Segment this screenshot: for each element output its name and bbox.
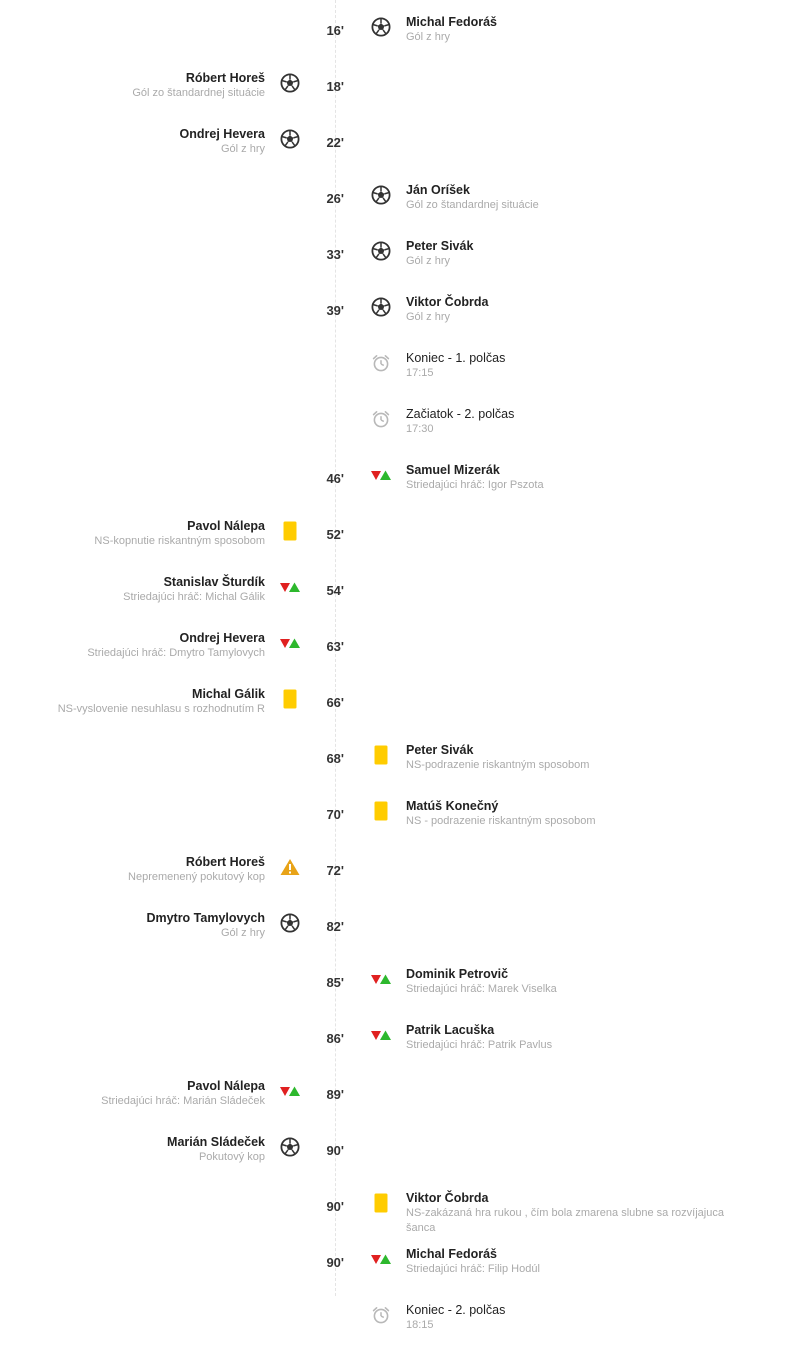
yellow-card-icon: [370, 1192, 392, 1214]
player-name: Peter Sivák: [406, 239, 474, 253]
player-name: Matúš Konečný: [406, 799, 499, 813]
event-text: [132, 70, 265, 101]
event-minute: 63': [326, 639, 344, 654]
player-name: Ján Oríšek: [406, 183, 470, 197]
player-name: Patrik Lacuška: [406, 1023, 495, 1037]
event-minute: 72': [326, 863, 344, 878]
timeline-event: [0, 408, 786, 448]
event-minute: 39': [326, 303, 344, 318]
event-text: [406, 294, 756, 325]
alarm-clock-icon: [370, 352, 392, 374]
timeline-event: [0, 856, 786, 896]
player-name: Dominik Petrovič: [406, 967, 509, 981]
substitution-icon: [370, 968, 392, 990]
timeline-event: [0, 1136, 786, 1176]
timeline-event: [0, 72, 786, 112]
event-detail: Pokutový kop: [198, 1151, 265, 1163]
timeline-event: [0, 1080, 786, 1120]
event-detail: Striedajúci hráč: Dmytro Tamylovych: [87, 647, 265, 659]
event-minute: 26': [326, 191, 344, 206]
event-text: [406, 1022, 756, 1053]
player-name: Dmytro Tamylovych: [146, 911, 265, 925]
event-minute: 52': [326, 527, 344, 542]
period-time: 17:15: [406, 367, 434, 379]
event-minute: 90': [326, 1255, 344, 1270]
player-name: Ondrej Hevera: [179, 631, 265, 645]
period-label: Koniec - 2. polčas: [406, 1303, 506, 1317]
timeline-event: [0, 464, 786, 504]
event-minute: 90': [326, 1143, 344, 1158]
event-text: [123, 574, 265, 605]
event-detail: Gól z hry: [406, 255, 451, 267]
football-icon: [370, 184, 392, 206]
timeline-event: [0, 576, 786, 616]
period-label: Koniec - 1. polčas: [406, 351, 506, 365]
event-minute: 66': [326, 695, 344, 710]
event-text: [180, 126, 265, 157]
event-detail: NS - podrazenie riskantným sposobom: [406, 815, 596, 827]
event-detail: Striedajúci hráč: Michal Gálik: [123, 591, 265, 603]
event-text: [406, 966, 756, 997]
event-text: [87, 630, 265, 661]
football-icon: [279, 128, 301, 150]
timeline-event: [0, 520, 786, 560]
event-text: [94, 518, 265, 549]
player-name: Michal Fedoráš: [406, 1247, 497, 1261]
event-text: [146, 910, 265, 941]
event-detail: Gól zo štandardnej situácie: [406, 199, 539, 211]
yellow-card-icon: [279, 520, 301, 542]
event-minute: 82': [326, 919, 344, 934]
substitution-icon: [370, 1024, 392, 1046]
event-text: [406, 1246, 756, 1277]
timeline-event: [0, 1304, 786, 1344]
timeline-event: [0, 16, 786, 56]
player-name: Viktor Čobrda: [406, 1191, 489, 1205]
event-detail: Gól z hry: [220, 927, 265, 939]
event-detail: NS-vyslovenie nesuhlasu s rozhodnutím R: [57, 703, 265, 715]
player-name: Michal Fedoráš: [406, 15, 497, 29]
substitution-icon: [370, 1248, 392, 1270]
timeline-event: [0, 1192, 786, 1232]
player-name: Samuel Mizerák: [406, 463, 500, 477]
timeline-event: [0, 128, 786, 168]
football-icon: [370, 240, 392, 262]
yellow-card-icon: [279, 688, 301, 710]
event-text: [406, 1302, 756, 1333]
event-minute: 33': [326, 247, 344, 262]
event-detail: NS-podrazenie riskantným sposobom: [406, 759, 590, 771]
player-name: Peter Sivák: [406, 743, 474, 757]
alarm-clock-icon: [370, 408, 392, 430]
player-name: Stanislav Šturdík: [163, 575, 265, 589]
player-name: Pavol Nálepa: [187, 1079, 265, 1093]
alarm-clock-icon: [370, 1304, 392, 1326]
timeline-event: [0, 744, 786, 784]
timeline-event: [0, 800, 786, 840]
player-name: Ondrej Hevera: [179, 127, 265, 141]
timeline-event: [0, 352, 786, 392]
event-text: [406, 406, 756, 437]
period-time: 18:15: [406, 1319, 434, 1331]
timeline-event: [0, 296, 786, 336]
player-name: Marián Sládeček: [167, 1135, 265, 1149]
event-minute: 68': [326, 751, 344, 766]
event-detail: Striedajúci hráč: Patrik Pavlus: [406, 1039, 553, 1051]
event-text: [406, 742, 756, 773]
event-detail: Gól z hry: [406, 311, 451, 323]
timeline-event: [0, 632, 786, 672]
player-name: Róbert Horeš: [185, 855, 265, 869]
yellow-card-icon: [370, 800, 392, 822]
event-text: [406, 182, 756, 213]
event-text: [406, 14, 756, 45]
timeline-event: [0, 968, 786, 1008]
event-minute: 70': [326, 807, 344, 822]
event-text: [406, 798, 756, 829]
warning-icon: [279, 856, 301, 878]
football-icon: [279, 72, 301, 94]
event-minute: 16': [326, 23, 344, 38]
event-detail: Gól z hry: [406, 31, 451, 43]
football-icon: [279, 912, 301, 934]
event-minute: 54': [326, 583, 344, 598]
period-label: Začiatok - 2. polčas: [406, 407, 515, 421]
event-text: [128, 854, 265, 885]
football-icon: [370, 16, 392, 38]
player-name: Michal Gálik: [192, 687, 265, 701]
player-name: Róbert Horeš: [185, 71, 265, 85]
timeline-event: [0, 912, 786, 952]
timeline-event: [0, 1248, 786, 1288]
substitution-icon: [279, 1080, 301, 1102]
event-detail: NS-kopnutie riskantným sposobom: [94, 535, 265, 547]
football-icon: [370, 296, 392, 318]
event-detail: Striedajúci hráč: Marek Viselka: [406, 983, 557, 995]
timeline-event: [0, 1024, 786, 1064]
event-detail: NS-zakázaná hra rukou , čím bola zmarena slubne sa rozvíjajuca šanca: [406, 1207, 724, 1234]
yellow-card-icon: [370, 744, 392, 766]
event-minute: 89': [326, 1087, 344, 1102]
event-minute: 85': [326, 975, 344, 990]
substitution-icon: [370, 464, 392, 486]
period-time: 17:30: [406, 423, 434, 435]
timeline-event: [0, 240, 786, 280]
event-minute: 22': [326, 135, 344, 150]
event-minute: 46': [326, 471, 344, 486]
event-detail: Gól z hry: [220, 143, 265, 155]
event-text: [406, 462, 756, 493]
event-detail: Striedajúci hráč: Filip Hodúl: [406, 1263, 540, 1275]
event-text: [406, 238, 756, 269]
event-text: [167, 1134, 265, 1165]
event-text: [101, 1078, 265, 1109]
football-icon: [279, 1136, 301, 1158]
player-name: Pavol Nálepa: [187, 519, 265, 533]
player-name: Viktor Čobrda: [406, 295, 489, 309]
event-minute: 90': [326, 1199, 344, 1214]
event-detail: Striedajúci hráč: Igor Pszota: [406, 479, 544, 491]
event-detail: Nepremenený pokutový kop: [128, 871, 265, 883]
event-text: [406, 1190, 756, 1236]
event-text: [406, 350, 756, 381]
substitution-icon: [279, 576, 301, 598]
event-text: [58, 686, 265, 717]
event-minute: 18': [326, 79, 344, 94]
event-detail: Gól zo štandardnej situácie: [132, 87, 265, 99]
event-minute: 86': [326, 1031, 344, 1046]
event-detail: Striedajúci hráč: Marián Sládeček: [101, 1095, 265, 1107]
substitution-icon: [279, 632, 301, 654]
timeline-event: [0, 184, 786, 224]
timeline-event: [0, 688, 786, 728]
